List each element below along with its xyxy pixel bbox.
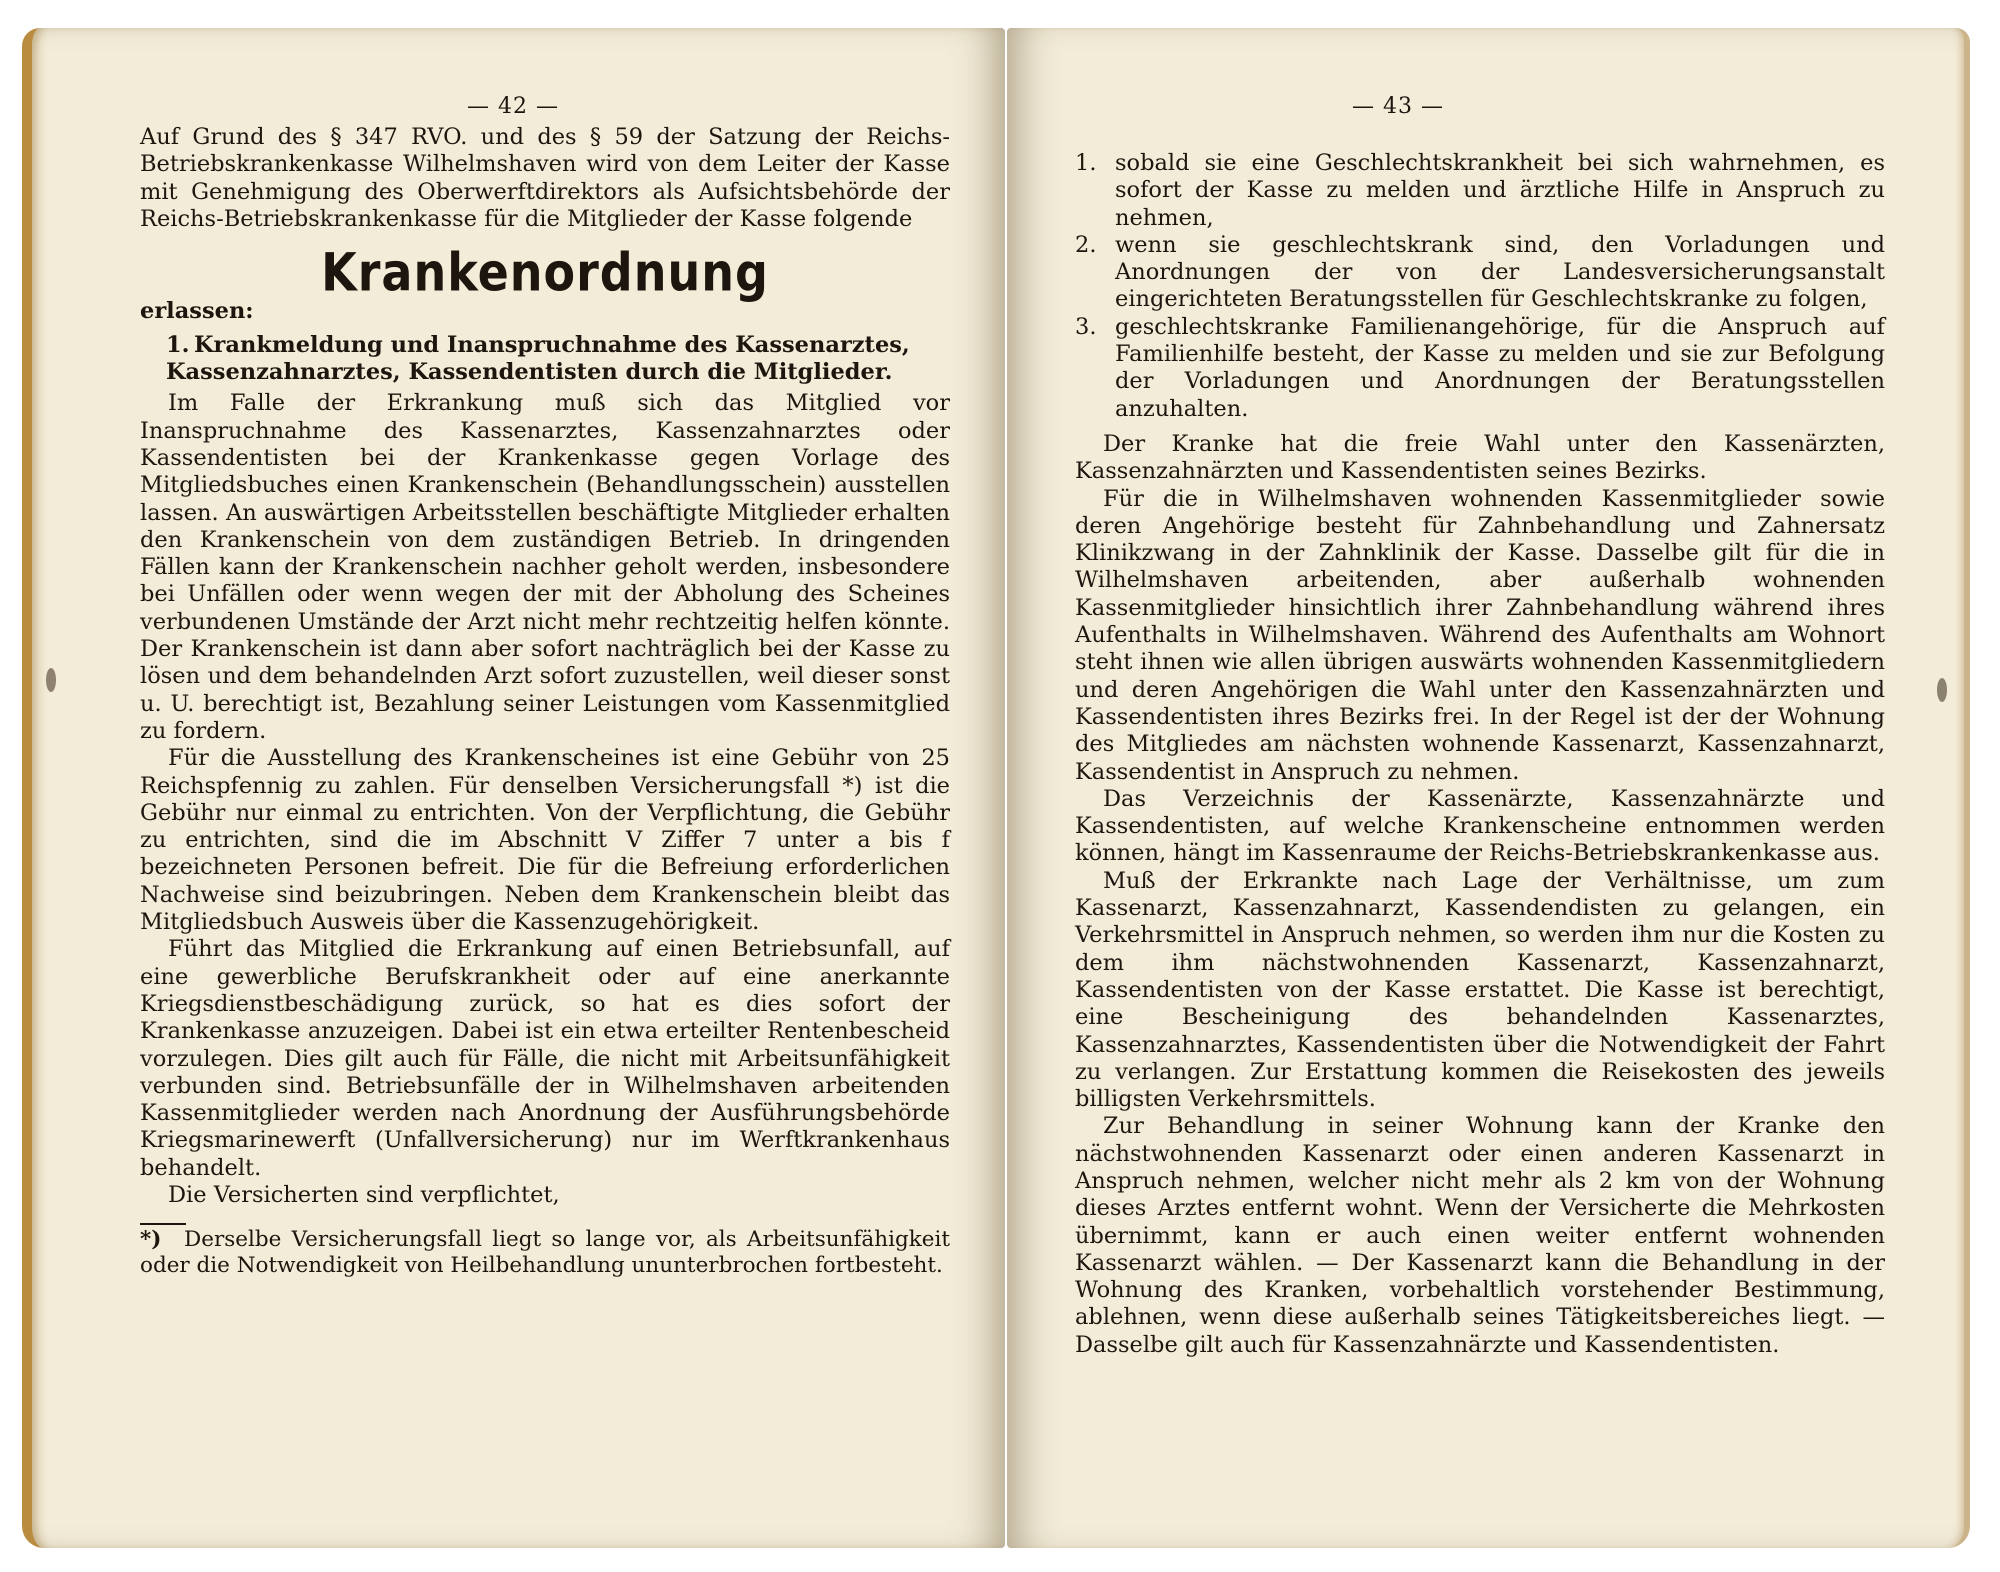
intro-paragraph: Auf Grund des § 347 RVO. und des § 59 der Satzung der Reichs-Betriebskrankenkasse Wilhelmshaven wird von dem Leiter der Kasse mit Genehmigung des Oberwerftdirektors als Aufsichtsbehörde der Reichs-Betriebskrankenkasse für die Mitglieder der Kasse folgende	[140, 124, 950, 232]
page-number: — 43 —	[1352, 94, 1444, 119]
footnote	[140, 1227, 950, 1279]
section-heading-text: Krankmeldung und Inanspruchnahme des Kassenarztes, Kassenzahnarztes, Kassendentisten durch die Mitglieder.	[166, 331, 910, 386]
paragraph: Führt das Mitglied die Erkrankung auf einen Betriebsunfall, auf eine gewerbliche Berufskrankheit oder auf eine anerkannte Kriegsdienstbeschädigung zurück, so hat es dies sofort der Krankenkasse anzuzeigen. Dabei ist ein etwa erteilter Rentenbescheid vorzulegen. Dies gilt auch für Fälle, die nicht mit Arbeitsunfähigkeit verbunden sind. Betriebsunfälle der in Wilhelmshaven arbeitenden Kassenmitglieder werden nach Anordnung der Ausführungsbehörde Kriegsmarinewerft (Unfallversicherung) nur im Werftkrankenhaus behandelt.	[140, 936, 950, 1181]
paragraph: Für die in Wilhelmshaven wohnenden Kassenmitglieder sowie deren Angehörige besteht für Zahnbehandlung und Zahnersatz Klinikzwang in der Zahnklinik der Kasse. Dasselbe gilt für die in Wilhelmshaven arbeitenden, aber außerhalb wohnenden Kassenmitglieder hinsichtlich ihrer Zahnbehandlung während ihres Aufenthalts in Wilhelmshaven. Während des Aufenthalts am Wohnort steht ihnen wie allen übrigen auswärts wohnenden Kassenmitgliedern und deren Angehörigen die Wahl unter den Kassenzahnärzten und Kassendentisten ihres Bezirks frei. In der Regel ist der der Wohnung des Mitgliedes am nächsten wohnende Kassenarzt, Kassenzahnarzt, Kassendentist in Anspruch zu nehmen.	[1075, 485, 1885, 785]
list-text: sobald sie eine Geschlechtskrankheit bei sich wahrnehmen, es sofort der Kasse zu melden und ärztliche Hilfe in Anspruch zu nehmen,	[1115, 150, 1885, 231]
paragraph: Muß der Erkrankte nach Lage der Verhältnisse, um zum Kassenarzt, Kassenzahnarzt, Kassendendisten zu gelangen, ein Verkehrsmittel in Anspruch nehmen, so werden ihm nur die Kosten zu dem ihm nächstwohnenden Kassenarzt, Kassenzahnarzt, Kassendentisten von der Kasse erstattet. Die Kasse ist berechtigt, eine Bescheinigung des behandelnden Kassenarztes, Kassenzahnarztes, Kassendentisten über die Notwendigkeit der Fahrt zu verlangen. Zur Erstattung kommen die Reisekosten des jeweils billigsten Verkehrsmittels.	[1075, 867, 1885, 1113]
paragraph: Die Versicherten sind verpflichtet,	[168, 1181, 560, 1208]
list-number: 3.	[1075, 313, 1097, 340]
left-page	[22, 28, 1005, 1548]
list-text: geschlechtskranke Familienangehörige, für die Anspruch auf Familienhilfe besteht, der Kasse zu melden und sie zur Befolgung der Vorladungen und Anordnungen der Beratungsstellen anzuhalten.	[1115, 313, 1885, 422]
list-number: 1.	[1075, 150, 1097, 176]
erlassen-label: erlassen:	[140, 298, 254, 325]
document-title: Krankenordnung	[321, 241, 769, 304]
list-number: 2.	[1075, 231, 1097, 258]
list-text: wenn sie geschlechtskrank sind, den Vorladungen und Anordnungen der von der Landesversicherungsanstalt eingerichteten Beratungsstellen für Geschlechtskranke zu folgen,	[1115, 231, 1885, 313]
right-page	[1007, 28, 1970, 1548]
right-page-body	[1075, 150, 1885, 1359]
section-heading	[166, 332, 950, 387]
footnote-rule	[140, 1223, 186, 1225]
binding-mark	[1937, 678, 1947, 702]
page-number: — 42 —	[467, 94, 559, 119]
list-item	[1075, 314, 1885, 423]
list-item	[1075, 150, 1885, 232]
paragraph: Das Verzeichnis der Kassenärzte, Kassenzahnärzte und Kassendentisten, auf welche Krankenscheine entnommen werden können, hängt im Kassenraume der Reichs-Betriebskrankenkasse aus.	[1075, 785, 1885, 867]
obligations-list	[1075, 150, 1885, 423]
footnote-mark: *)	[140, 1227, 162, 1253]
left-page-body	[140, 124, 950, 1279]
binding-mark	[46, 668, 56, 692]
paragraph: Für die Ausstellung des Krankenscheines ist eine Gebühr von 25 Reichspfennig zu zahlen. Für denselben Versicherungsfall *) ist die Gebühr nur einmal zu entrichten. Von der Verpflichtung, die Gebühr zu entrichten, sind die im Abschnitt V Ziffer 7 unter a bis f bezeichneten Personen befreit. Die für die Befreiung erforderlichen Nachweise sind beizubringen. Neben dem Krankenschein bleibt das Mitgliedsbuch Ausweis über die Kassenzugehörigkeit.	[140, 745, 950, 936]
footnote-text: Derselbe Versicherungsfall liegt so lange vor, als Arbeitsunfähigkeit oder die Notwendigkeit von Heilbehandlung ununterbrochen fortbesteht.	[140, 1227, 950, 1279]
paragraph: Im Falle der Erkrankung muß sich das Mitglied vor Inanspruchnahme des Kassenarztes, Kassenzahnarztes oder Kassendentisten bei der Krankenkasse gegen Vorlage des Mitgliedsbuches einen Krankenschein (Behandlungsschein) ausstellen lassen. An auswärtigen Arbeitsstellen beschäftigte Mitglieder erhalten den Krankenschein von dem zuständigen Betrieb. In dringenden Fällen kann der Krankenschein nachher geholt werden, insbesondere bei Unfällen oder wenn wegen der mit der Abholung des Scheines verbundenen Umstände der Arzt nicht mehr rechtzeitig helfen könnte. Der Krankenschein ist dann aber sofort nachträglich bei der Kasse zu lösen und dem behandelnden Arzt sofort zuzustellen, weil dieser sonst u. U. berechtigt ist, Bezahlung seiner Leistungen vom Kassenmitglied zu fordern.	[140, 390, 950, 744]
paragraph: Der Kranke hat die freie Wahl unter den Kassenärzten, Kassenzahnärzten und Kassendentisten seines Bezirks.	[1075, 430, 1885, 485]
open-book	[22, 28, 1970, 1550]
list-item	[1075, 232, 1885, 314]
paragraph: Zur Behandlung in seiner Wohnung kann der Kranke den nächstwohnenden Kassenarzt oder einen anderen Kassenarzt in Anspruch nehmen, welcher nicht mehr als 2 km von der Wohnung dieses Arztes entfernt wohnt. Wenn der Versicherte die Mehrkosten übernimmt, kann er auch einen weiter entfernt wohnenden Kassenarzt wählen. — Der Kassenarzt kann die Behandlung in der Wohnung des Kranken, vorbehaltlich vorstehender Bestimmung, ablehnen, wenn diese außerhalb seines Tätigkeitsbereiches liegt. — Dasselbe gilt auch für Kassenzahnärzte und Kassendentisten.	[1075, 1113, 1885, 1358]
section-number: 1.	[166, 331, 190, 358]
